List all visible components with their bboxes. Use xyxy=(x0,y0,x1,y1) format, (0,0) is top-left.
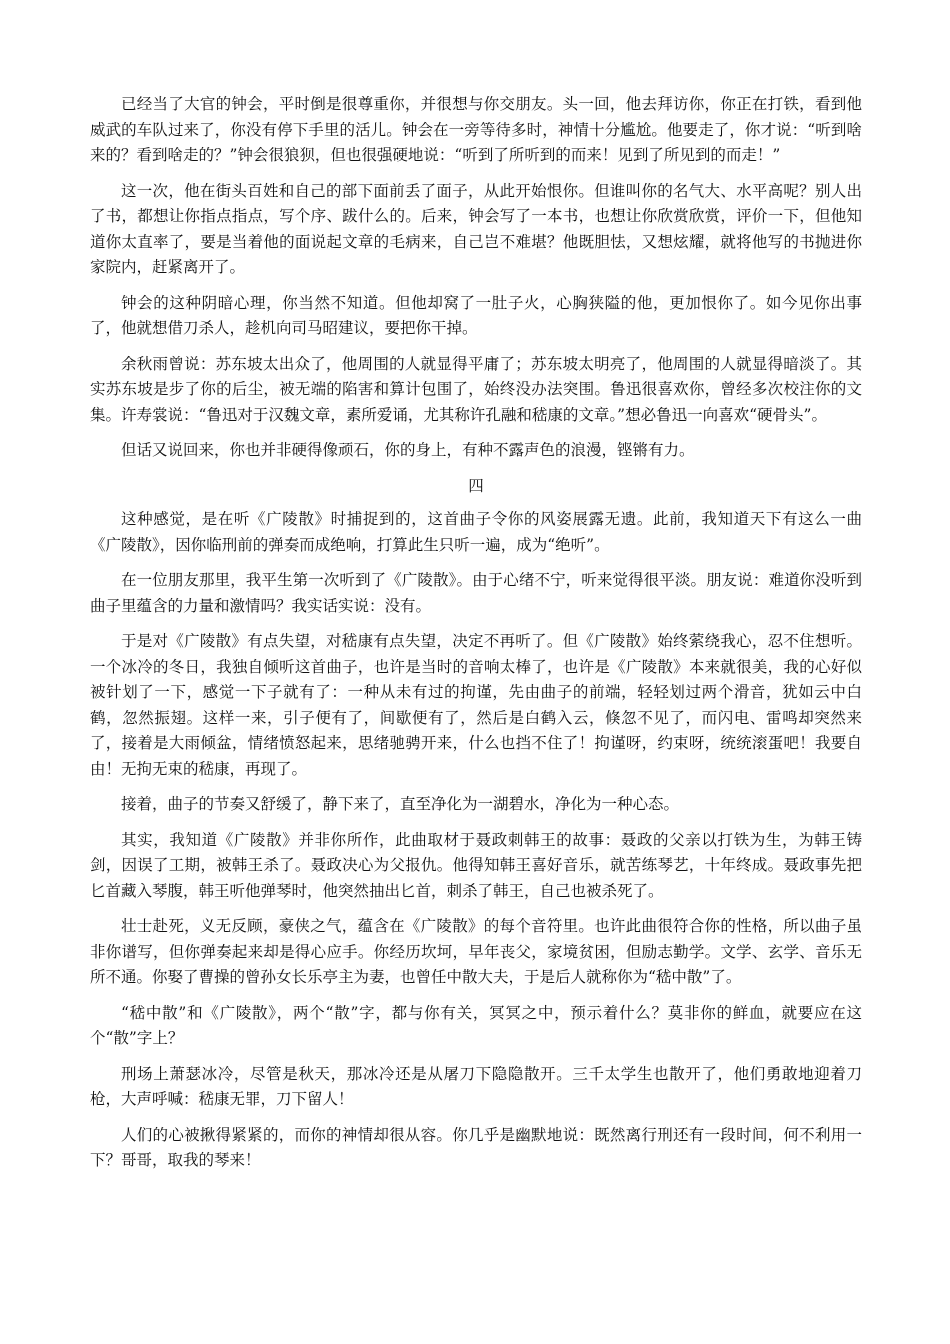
paragraph: 余秋雨曾说：苏东坡太出众了，他周围的人就显得平庸了；苏东坡太明亮了，他周围的人就显得暗淡了。其实苏东坡是步了你的后尘，被无端的陷害和算计包围了，始终没办法突围。鲁迅很喜欢你，曾经多次校注你的文集。许寿裳说：“鲁迅对于汉魏文章，素所爱诵，尤其称许孔融和嵇康的文章。”想必鲁迅一向喜欢“硬骨头”。 xyxy=(90,354,862,424)
paragraph: 其实，我知道《广陵散》并非你所作，此曲取材于聂政刺韩王的故事：聂政的父亲以打铁为生，为韩王铸剑，因误了工期，被韩王杀了。聂政决心为父报仇。他得知韩王喜好音乐，就苦练琴艺，十年终成。聂政事先把匕首藏入琴腹，韩王听他弹琴时，他突然抽出匕首，刺杀了韩王，自己也被杀死了。 xyxy=(90,830,862,900)
paragraph: “嵇中散”和《广陵散》，两个“散”字，都与你有关，冥冥之中，预示着什么？莫非你的鲜血，就要应在这个“散”字上？ xyxy=(90,1003,862,1047)
paragraph: 在一位朋友那里，我平生第一次听到了《广陵散》。由于心绪不宁，听来觉得很平淡。朋友说：难道你没听到曲子里蕴含的力量和激情吗？我实话实说：没有。 xyxy=(90,571,862,615)
paragraph: 已经当了大官的钟会，平时倒是很尊重你，并很想与你交朋友。头一回，他去拜访你，你正在打铁，看到他威武的车队过来了，你没有停下手里的活儿。钟会在一旁等待多时，神情十分尴尬。他要走了，你才说：“听到啥来的？看到啥走的？”钟会很狼狈，但也很强硬地说：“听到了所听到的而来！见到了所见到的而走！” xyxy=(90,95,862,164)
paragraph: 但话又说回来，你也并非硬得像顽石，你的身上，有种不露声色的浪漫，铿锵有力。 xyxy=(121,441,695,459)
paragraph: 这种感觉，是在听《广陵散》时捕捉到的，这首曲子令你的风姿展露无遗。此前，我知道天下有这么一曲《广陵散》，因你临刑前的弹奏而成绝响，打算此生只听一遍，成为“绝听”。 xyxy=(90,510,862,554)
paragraph: 这一次，他在街头百姓和自己的部下面前丢了面子，从此开始恨你。但谁叫你的名气大、水平高呢？别人出了书，都想让你指点指点，写个序、跋什么的。后来，钟会写了一本书，也想让你欣赏欣赏，评价一下，但他知道你太直率了，要是当着他的面说起文章的毛病来，自己岂不难堪？他既胆怯，又想炫耀，就将他写的书抛进你家院内，赶紧离开了。 xyxy=(90,181,862,276)
document-page xyxy=(90,92,862,1184)
paragraph: 刑场上萧瑟冰冷，尽管是秋天，那冰冷还是从屠刀下隐隐散开。三千太学生也散开了，他们勇敢地迎着刀枪，大声呼喊：嵇康无罪，刀下留人！ xyxy=(90,1064,862,1108)
section-heading: 四 xyxy=(468,476,484,495)
paragraph: 钟会的这种阴暗心理，你当然不知道。但他却窝了一肚子火，心胸狭隘的他，更加恨你了。如今见你出事了，他就想借刀杀人，趁机向司马昭建议，要把你干掉。 xyxy=(90,293,862,337)
paragraph: 于是对《广陵散》有点失望，对嵇康有点失望，决定不再听了。但《广陵散》始终萦绕我心，忍不住想听。一个冰冷的冬日，我独自倾听这首曲子，也许是当时的音响太棒了，也许是《广陵散》本来就很美，我的心好似被针划了一下，感觉一下子就有了：一种从未有过的拘谨，先由曲子的前端，轻轻划过两个滑音，犹如云中白鹤，忽然振翅。这样一来，引子便有了，间歇便有了，然后是白鹤入云，倏忽不见了，而闪电、雷鸣却突然来了，接着是大雨倾盆，情绪愤怒起来，思绪驰骋开来，什么也挡不住了！拘谨呀，约束呀，统统滚蛋吧！我要自由！无拘无束的嵇康，再现了。 xyxy=(90,632,862,778)
paragraph: 壮士赴死，义无反顾，豪侠之气，蕴含在《广陵散》的每个音符里。也许此曲很符合你的性格，所以曲子虽非你谱写，但你弹奏起来却是得心应手。你经历坎坷，早年丧父，家境贫困，但励志勤学。文学、玄学、音乐无所不通。你娶了曹操的曾孙女长乐亭主为妻，也曾任中散大夫，于是后人就称你为“嵇中散”了。 xyxy=(90,917,862,986)
paragraph: 人们的心被揪得紧紧的，而你的神情却很从容。你几乎是幽默地说：既然离行刑还有一段时间，何不利用一下？哥哥，取我的琴来！ xyxy=(90,1125,862,1169)
paragraph: 接着，曲子的节奏又舒缓了，静下来了，直至净化为一湖碧水，净化为一种心态。 xyxy=(121,795,680,813)
